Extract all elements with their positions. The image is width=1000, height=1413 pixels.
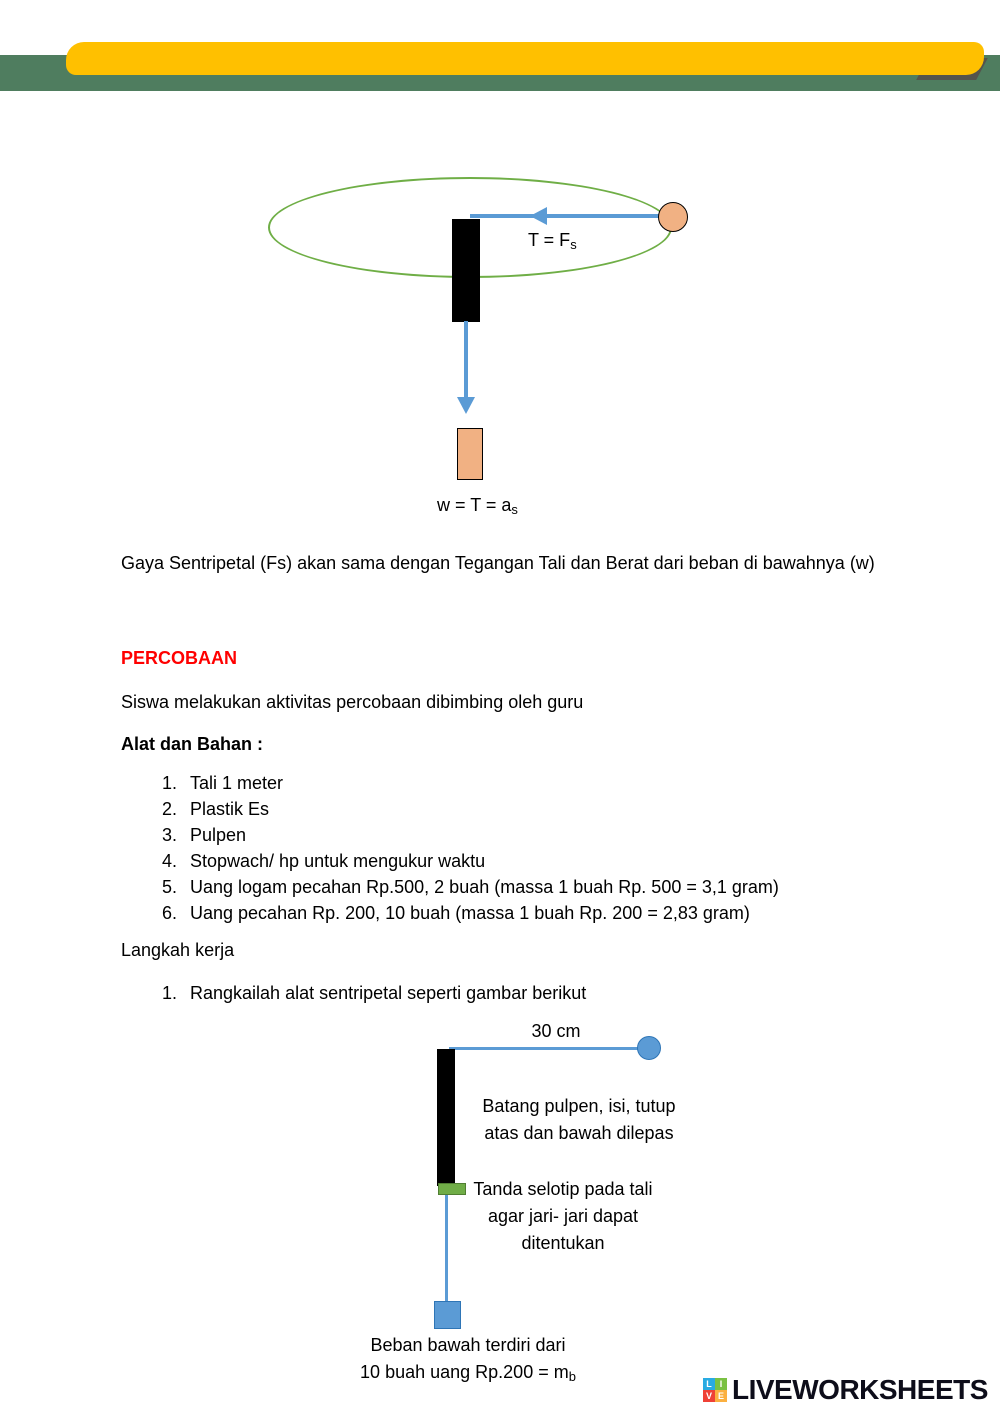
- liveworksheets-logo[interactable]: [703, 1374, 988, 1406]
- logo-cell: L: [703, 1378, 715, 1390]
- section-title-alat: Alat dan Bahan :: [121, 734, 264, 754]
- list-item: 1. Rangkailah alat sentripetal seperti gambar berikut: [182, 980, 586, 1006]
- pen-tube: [452, 219, 480, 322]
- list-item: 3. Pulpen: [182, 822, 779, 848]
- arrow-down-icon: [457, 397, 475, 414]
- section-title-langkah: Langkah kerja: [121, 940, 235, 960]
- pen-note: Batang pulpen, isi, tutup atas dan bawah dilepas: [482, 1096, 676, 1143]
- list-item: 1. Tali 1 meter: [182, 770, 779, 796]
- section-title-percobaan: PERCOBAAN: [121, 648, 238, 668]
- load-note-text: 10 buah uang Rp.200 = m: [360, 1362, 569, 1382]
- weight-subscript: s: [511, 502, 518, 517]
- weight-text: w = T = a: [437, 495, 512, 515]
- load-note-line2: [338, 1359, 598, 1387]
- logo-cell: E: [715, 1390, 727, 1402]
- intro-paragraph: Gaya Sentripetal (Fs) akan sama dengan Tegangan Tali dan Berat dari beban di bawahnya (w): [121, 553, 875, 573]
- string-vertical-line: [464, 321, 468, 400]
- logo-cell: V: [703, 1390, 715, 1402]
- brand-name: LIVEWORKSHEETS: [732, 1374, 988, 1405]
- percobaan-description: Siswa melakukan aktivitas percobaan dibimbing oleh guru: [121, 692, 584, 712]
- string-horizontal-line: [470, 214, 662, 218]
- list-item: 5. Uang logam pecahan Rp.500, 2 buah (massa 1 buah Rp. 500 = 3,1 gram): [182, 874, 779, 900]
- radius-label: 30 cm: [531, 1021, 581, 1041]
- rotating-ball: [658, 202, 688, 232]
- hanging-weight: [457, 428, 483, 480]
- load-note: [338, 1332, 598, 1387]
- hanging-load: [434, 1301, 461, 1329]
- tape-note: Tanda selotip pada tali agar jari- jari dapat ditentukan: [473, 1179, 653, 1253]
- weight-label: [437, 495, 518, 516]
- string-vertical-line-2: [445, 1195, 448, 1303]
- list-item: 2. Plastik Es: [182, 796, 779, 822]
- pen-tube-2: [437, 1049, 455, 1186]
- tension-label: [528, 230, 577, 251]
- load-note-line1: Beban bawah terdiri dari: [370, 1335, 566, 1355]
- langkah-list: [151, 980, 586, 1006]
- string-horizontal-line-2: [449, 1047, 645, 1050]
- tension-text: T = F: [528, 230, 571, 250]
- load-note-subscript: b: [568, 1369, 576, 1384]
- logo-cell: I: [715, 1378, 727, 1390]
- list-item: 4. Stopwach/ hp untuk mengukur waktu: [182, 848, 779, 874]
- tension-subscript: s: [570, 237, 577, 252]
- liveworksheets-grid-icon: [703, 1378, 727, 1402]
- header-yellow-ribbon: [66, 42, 984, 75]
- alat-list: [151, 770, 779, 926]
- rotating-ball-2: [637, 1036, 661, 1060]
- arrow-left-icon: [530, 207, 547, 225]
- list-item: 6. Uang pecahan Rp. 200, 10 buah (massa 1 buah Rp. 200 = 2,83 gram): [182, 900, 779, 926]
